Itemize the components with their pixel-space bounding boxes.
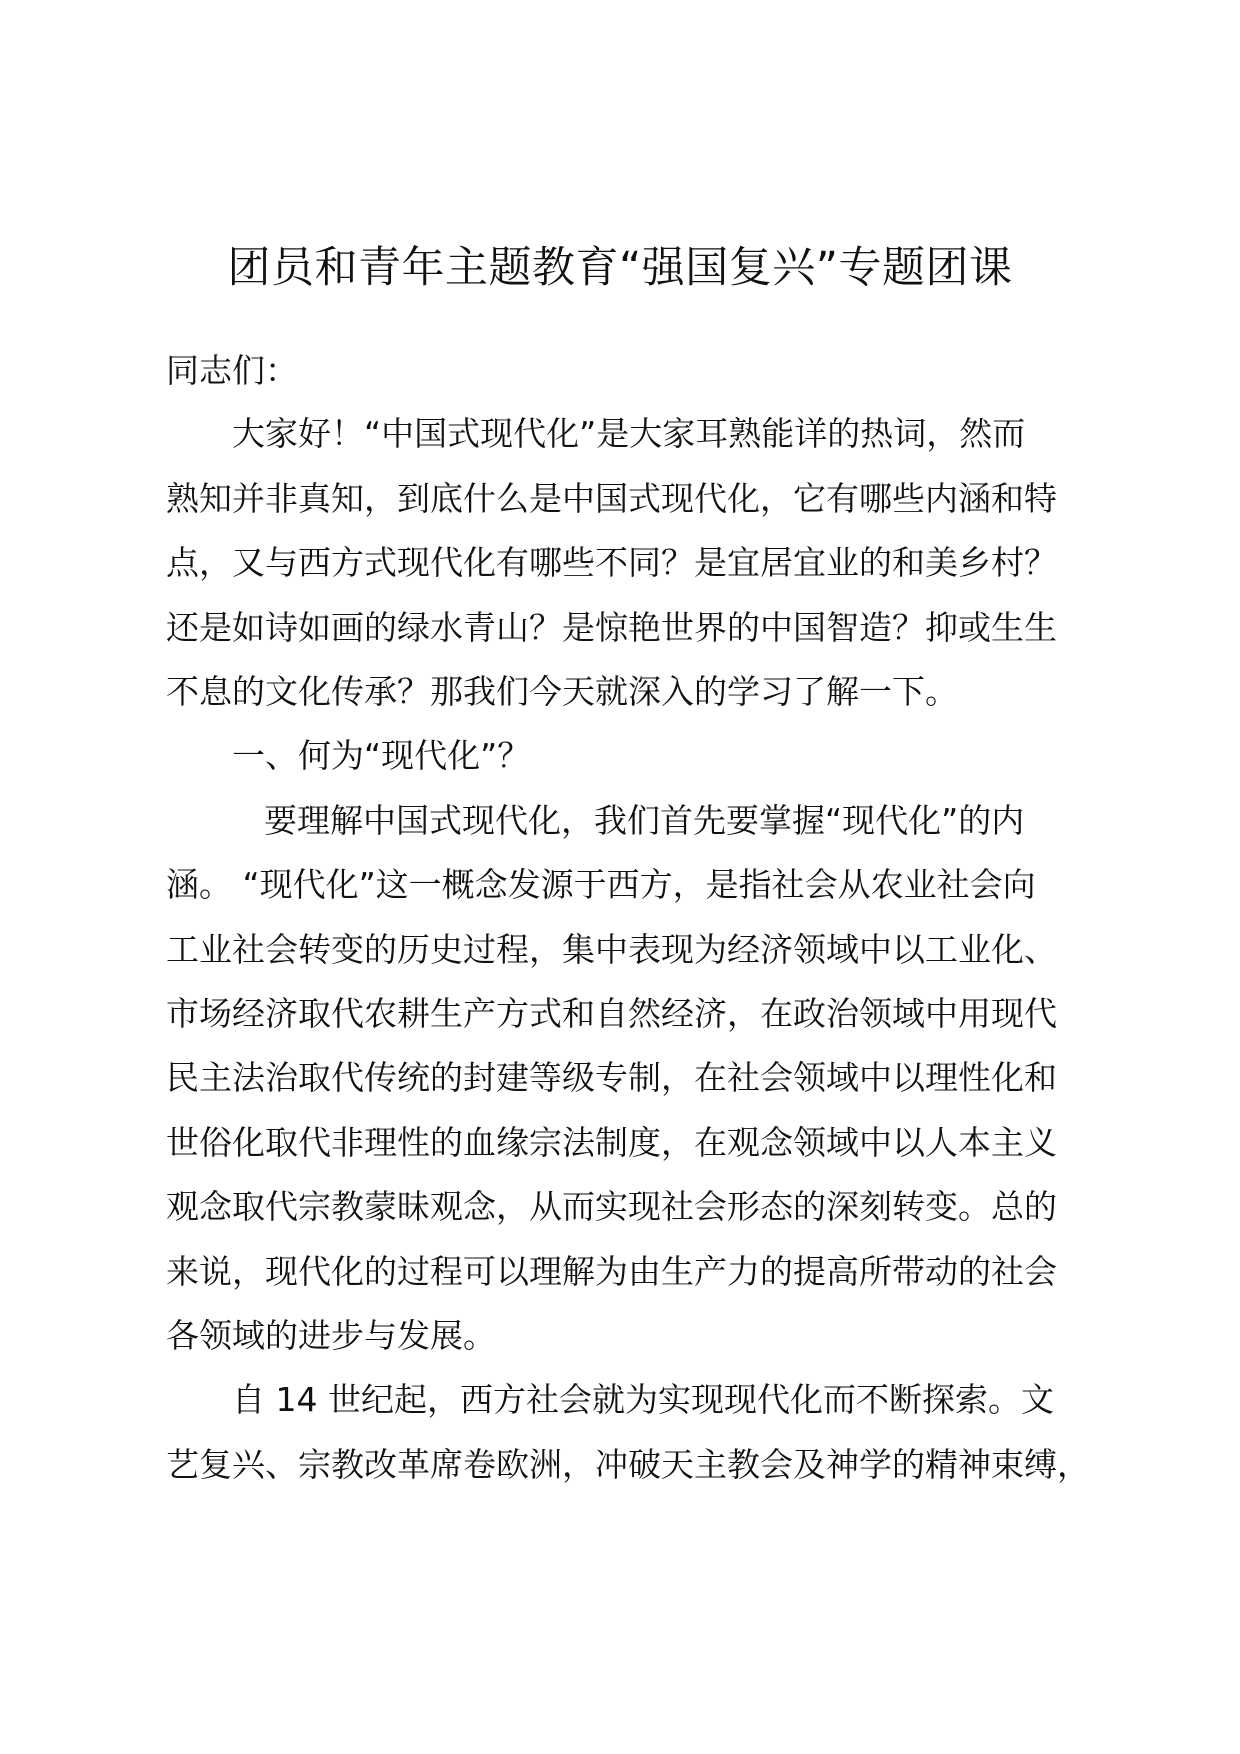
paragraph-line: 自 14 世纪起，西方社会就为实现现代化而不断探索。文 [232,1380,1054,1419]
paragraph-line: 熟知并非真知，到底什么是中国式现代化，它有哪些内涵和特 [166,479,1057,518]
paragraph-line: 大家好！“中国式现代化”是大家耳熟能详的热词，然而 [232,414,1026,453]
paragraph-line: 来说，现代化的过程可以理解为由生产力的提高所带动的社会 [166,1252,1057,1291]
paragraph-line: 民主法治取代传统的封建等级专制，在社会领域中以理性化和 [166,1058,1057,1097]
greeting-line: 同志们： [166,351,298,390]
section-heading: 一、何为“现代化”？ [232,736,531,775]
paragraph-line: 观念取代宗教蒙昧观念，从而实现社会形态的深刻转变。总的 [166,1187,1057,1226]
paragraph-line: 不息的文化传承？那我们今天就深入的学习了解一下。 [166,672,958,711]
paragraph-line: 市场经济取代农耕生产方式和自然经济，在政治领域中用现代 [166,994,1057,1033]
paragraph-line: 各领域的进步与发展。 [166,1316,496,1355]
paragraph-line: 艺复兴、宗教改革席卷欧洲，冲破天主教会及神学的精神束缚， [166,1445,1090,1484]
paragraph-line: 点，又与西方式现代化有哪些不同？是宜居宜业的和美乡村？ [166,543,1057,582]
paragraph-line: 涵。 “现代化”这一概念发源于西方，是指社会从农业社会向 [166,865,1036,904]
paragraph-line: 世俗化取代非理性的血缘宗法制度，在观念领域中以人本主义 [166,1123,1057,1162]
paragraph-line: 还是如诗如画的绿水青山？是惊艳世界的中国智造？抑或生生 [166,608,1057,647]
document-title: 团员和青年主题教育“强国复兴”专题团课 [227,243,1013,293]
paragraph-line: 要理解中国式现代化，我们首先要掌握“现代化”的内 [264,801,1025,840]
paragraph-line: 工业社会转变的历史过程，集中表现为经济领域中以工业化、 [166,930,1057,969]
